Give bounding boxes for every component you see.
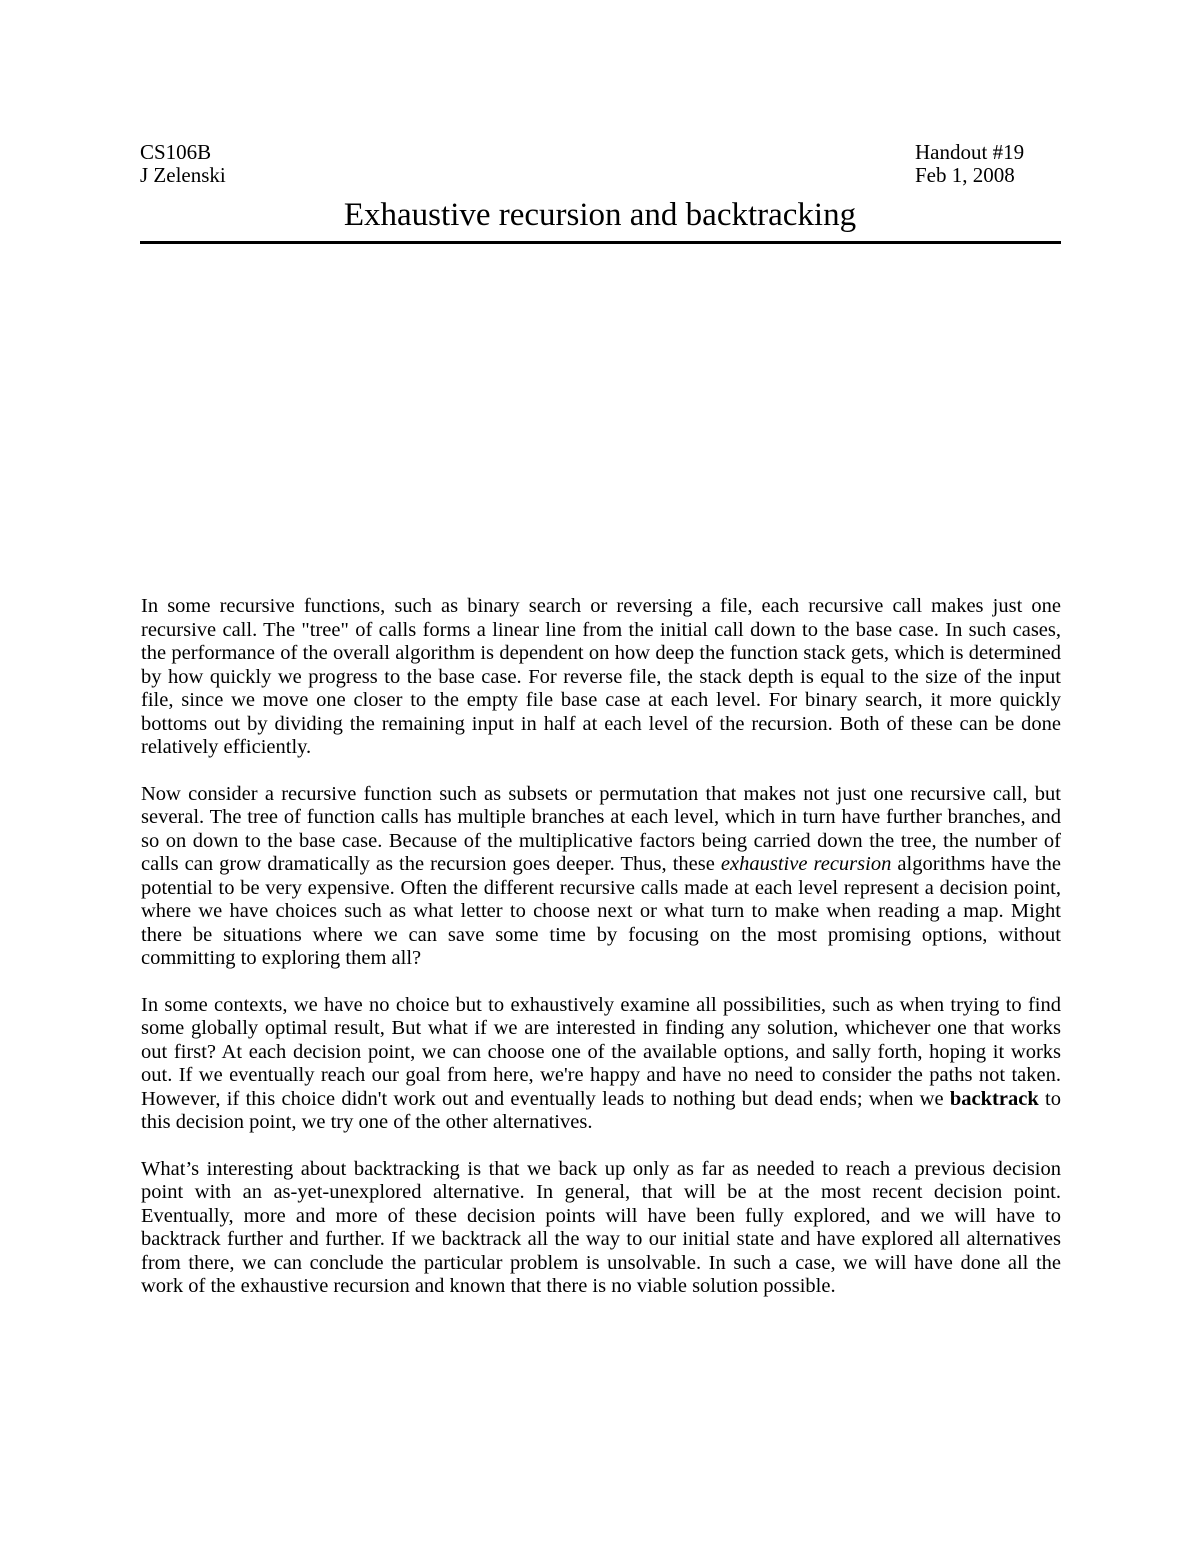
paragraph-2 <box>141 783 1061 971</box>
paragraph-2-before: Now consider a recursive function such as subsets or permutation that makes not just one recursive call, but several. The tree of function calls has multiple branches at each level, which in turn have further branches, and so on down to the base case. Because of the multiplicative factors being carried down the tree, the number of calls can grow dramatically as the recursion goes deeper. Thus, these <box>141 782 1061 875</box>
document-title: Exhaustive recursion and backtracking <box>343 197 857 233</box>
paragraph-1: In some recursive functions, such as binary search or reversing a file, each recursive call makes just one recursive call. The "tree" of calls forms a linear line from the initial call down to the base case. In such cases, the performance of the overall algorithm is dependent on how deep the function stack gets, which is determined by how quickly we progress to the base case. For reverse file, the stack depth is equal to the size of the input file, since we move one closer to the empty file base case at each level. For binary search, it more quickly bottoms out by dividing the remaining input in half at each level of the recursion. Both of these can be done relatively efficiently. <box>141 595 1061 758</box>
paragraph-4: What’s interesting about backtracking is that we back up only as far as needed to reach a previous decision point with an as-yet-unexplored alternative. In general, that will be at the most recent decision point. Eventually, more and more of these decision points will have been fully explored, and we will have to backtrack further and further. If we backtrack all the way to our initial state and have explored all alternatives from there, we can conclude the particular problem is unsolvable. In such a case, we will have done all the work of the exhaustive recursion and known that there is no viable solution possible. <box>141 1157 1061 1297</box>
paragraph-3-before: In some contexts, we have no choice but to exhaustively examine all possibilities, such as when trying to find some globally optimal result, But what if we are interested in finding any solution, whichever one that works out first? At each decision point, we can choose one of the available options, and sally forth, hoping it works out. If we eventually reach our goal from here, we're happy and have no need to consider the paths not taken. However, if this choice didn't work out and eventually leads to nothing but dead ends; when we <box>141 993 1061 1110</box>
paragraph-3-after: to this decision point, we try one of the other alternatives. <box>141 1087 1061 1133</box>
header-row-1 <box>140 141 1040 164</box>
paragraph-2-after: algorithms have the potential to be very expensive. Often the different recursive calls made at each level represent a decision point, where we have choices such as what letter to choose next or what turn to make when reading a map. Might there be situations where we can save some time by focusing on the most promising options, without committing to exploring them all? <box>141 853 1062 969</box>
author-name: J Zelenski <box>140 163 226 187</box>
paragraph-2-emphasis: exhaustive recursion <box>720 853 892 875</box>
course-code: CS106B <box>140 140 212 164</box>
paragraph-3-bold: backtrack <box>949 1087 1039 1110</box>
header-row-2 <box>140 164 1040 187</box>
handout-number: Handout #19 <box>915 140 1025 164</box>
handout-date: Feb 1, 2008 <box>915 163 1015 187</box>
paragraph-3 <box>141 994 1061 1135</box>
body-text <box>141 595 1061 1322</box>
title-rule <box>140 241 1061 244</box>
